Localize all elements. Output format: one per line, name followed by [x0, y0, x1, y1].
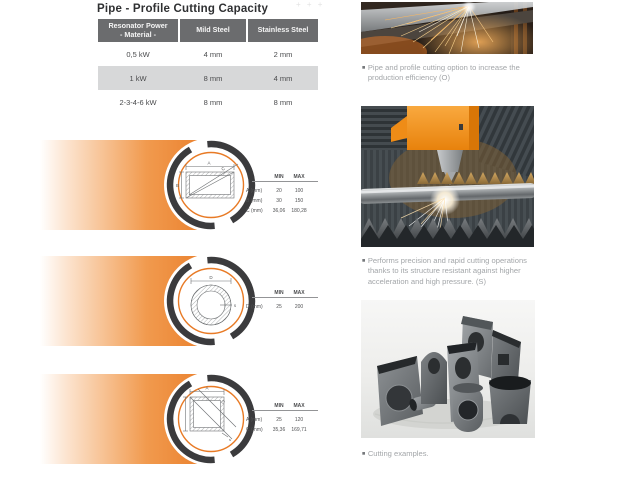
- dim-label-a: A: [205, 385, 209, 391]
- caption-precision-cutting: [362, 256, 542, 287]
- rectangular-profile-diagram: [40, 137, 265, 231]
- cell-power: 0,5 kW: [126, 49, 150, 59]
- corner-dots-decoration: + + +: [296, 0, 325, 9]
- cell-mild: 4 mm: [203, 49, 223, 59]
- min-max-header: [246, 401, 318, 409]
- dim-label-a: A: [207, 160, 211, 166]
- table-row: [98, 90, 318, 114]
- table-row: C (mm) 35,36 169,71: [246, 427, 307, 433]
- dim-label-s: s: [233, 303, 237, 308]
- header-resonator-line2: - Material -: [120, 29, 156, 39]
- table-rule: [252, 181, 318, 182]
- max-header: MAX: [293, 290, 305, 296]
- cutting-capacity-table: [98, 19, 318, 114]
- photo-laser-cutting-sparks: [361, 2, 533, 54]
- steel-piece-right-cup: [489, 376, 531, 424]
- caption-text: Cutting examples.: [367, 449, 429, 458]
- cell-mild: 8 mm: [203, 73, 223, 83]
- bullet-square-icon: ■: [362, 258, 366, 264]
- page-title: Pipe - Profile Cutting Capacity: [97, 3, 269, 15]
- table-rule: [252, 410, 318, 411]
- header-cell-resonator-power: [98, 19, 178, 42]
- bullet-square-icon: ■: [362, 65, 366, 71]
- table-row: C (mm) 36,06 180,28: [246, 208, 307, 214]
- caption-text: Pipe and profile cutting option to increase the production efficiency (O): [367, 63, 520, 83]
- photo-cutting-examples: [361, 300, 535, 438]
- min-max-header: [246, 288, 318, 296]
- dim-label-s: s: [229, 437, 231, 442]
- measurement-table-square: [246, 401, 318, 435]
- cell-mild: 8 mm: [203, 97, 223, 107]
- dim-label-c: C: [220, 165, 226, 172]
- dim-label-c: C: [220, 399, 226, 405]
- caption-text: Performs precision and rapid cutting operations thanks to its structure resistant against higher acceleration and high pressure. (S): [367, 256, 527, 286]
- min-header: MIN: [274, 403, 284, 409]
- max-header: MAX: [293, 403, 305, 409]
- table-row: A (mm) 20 100: [246, 188, 304, 194]
- min-header: MIN: [274, 174, 284, 180]
- cell-stainless: 8 mm: [273, 97, 293, 107]
- header-resonator-line1: Resonator Power: [108, 21, 168, 30]
- measurement-table-rectangular: [246, 172, 318, 216]
- header-cell-mild-steel: Mild Steel: [180, 19, 246, 42]
- round-pipe-diagram: [40, 253, 265, 347]
- min-header: MIN: [274, 290, 284, 296]
- cell-power: 2-3-4-6 kW: [119, 97, 157, 107]
- table-row: D (mm) 25 200: [246, 304, 304, 310]
- photo-laser-cutting-machine: [361, 106, 534, 247]
- caption-cutting-examples: [362, 449, 538, 459]
- table-row: [98, 66, 318, 90]
- table-row: A (mm) 25 120: [246, 417, 304, 423]
- max-header: MAX: [293, 174, 305, 180]
- cell-stainless: 2 mm: [273, 49, 293, 59]
- table-row: B (mm) 30 150: [246, 198, 304, 204]
- dim-label-d: D: [209, 275, 213, 280]
- steel-piece-dome: [421, 352, 447, 404]
- steel-piece-front-cylinder: [453, 383, 483, 432]
- cell-power: 1 kW: [129, 73, 147, 83]
- square-profile-diagram: [40, 371, 265, 465]
- header-cell-stainless-steel: Stainless Steel: [248, 19, 318, 42]
- steel-piece-left-box: [377, 356, 423, 426]
- bullet-square-icon: ■: [362, 451, 366, 457]
- measurement-table-pipe: [246, 288, 318, 312]
- dim-label-b: B: [175, 183, 180, 188]
- table-rule: [252, 297, 318, 298]
- capacity-table-header-row: [98, 19, 318, 42]
- cell-stainless: 4 mm: [273, 73, 293, 83]
- min-max-header: [246, 172, 318, 180]
- table-row: [98, 42, 318, 66]
- caption-pipe-profile-option: [362, 63, 538, 84]
